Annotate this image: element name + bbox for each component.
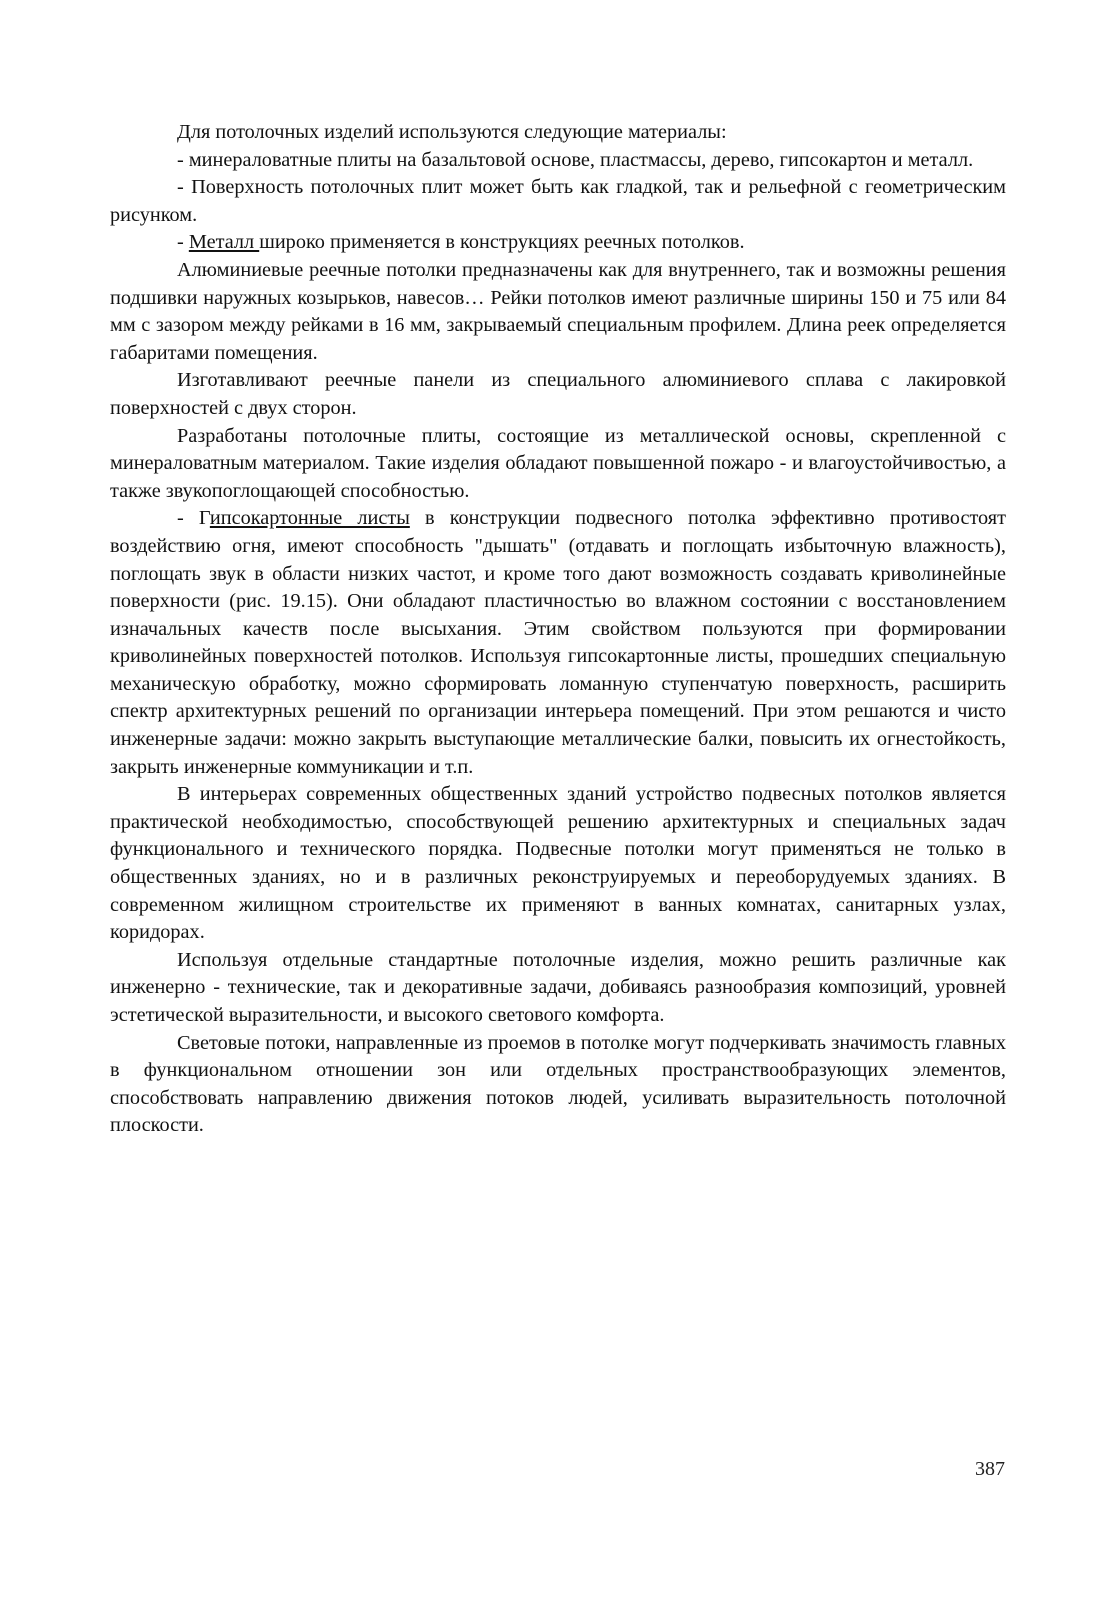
gypsum-lead: - Г [177, 507, 210, 530]
paragraph-gypsum-boards [110, 505, 1006, 781]
paragraph-aluminium-ceilings: Алюминиевые реечные потолки предназначены как для внутреннего, так и возможны решения подшивки наружных козырьков, навесов… Рейки потолков имеют различные ширины 150 и 75 или 84 мм с зазором между рейками в 16 мм, закрываемый специальным профилем. Длина реек определяется габаритами помещения. [110, 258, 1006, 364]
gypsum-text: в конструкции подвесного потолка эффективно противостоят воздействию огня, имеют способность "дышать" (отдавать и поглощать избыточную влажность), поглощать звук в области низких частот, и кроме того дают возможность создавать криволинейные поверхности (рис. 19.15). Они обладают пластичностью во влажном состоянии с восстановлением изначальных качеств после высыхания. Этим свойством пользуются при формировании криволинейных поверхностей потолков. Используя гипсокартонные листы, прошедших специальную механическую обработку, можно сформировать ломанную ступенчатую поверхность, расширить спектр архитектурных решений по организации интерьера помещений. При этом решаются и чисто инженерные задачи: можно закрыть выступающие металлические балки, повысить их огнестойкость, закрыть инженерные коммуникации и т.п. [110, 507, 1006, 778]
paragraph-materials-list: - минераловатные плиты на базальтовой основе, пластмассы, дерево, гипсокартон и металл. [177, 148, 974, 171]
paragraph-plate-surface: - Поверхность потолочных плит может быть как гладкой, так и рельефной с геометрическим рисунком. [110, 176, 1006, 226]
page-number: 387 [975, 1458, 1005, 1480]
metal-text: широко применяется в конструкциях реечных потолков. [259, 231, 745, 254]
page-body [110, 119, 1006, 1140]
paragraph-suspended-ceilings: В интерьерах современных общественных зданий устройство подвесных потолков является практической необходимостью, способствующей решению архитектурных и специальных задач функционального и технического порядка. Подвесные потолки могут применяться не только в общественных зданиях, но и в различных реконструируемых и переоборудуемых зданиях. В современном жилищном строительстве их применяют в ванных комнатах, санитарных узлах, коридорах. [110, 783, 1006, 944]
paragraph-metal-plates: Разработаны потолочные плиты, состоящие из металлической основы, скрепленной с минераловатным материалом. Такие изделия обладают повышенной пожаро - и влагоустойчивостью, а также звукопоглощающей способностью. [110, 424, 1006, 502]
paragraph-materials-intro: Для потолочных изделий используются следующие материалы: [177, 121, 727, 143]
metal-lead: - [177, 231, 189, 254]
paragraph-standard-products: Используя отдельные стандартные потолочные изделия, можно решить различные как инженерно - технические, так и декоративные задачи, добиваясь разнообразия композиций, уровней эстетической выразительности, и высокого светового комфорта. [110, 948, 1006, 1026]
metal-term: Металл [188, 231, 260, 254]
paragraph-rack-panels: Изготавливают реечные панели из специального алюминиевого сплава с лакировкой поверхностей с двух сторон. [110, 369, 1006, 419]
paragraph-light-flows: Световые потоки, направленные из проемов в потолке могут подчеркивать значимость главных в функциональном отношении зон или отдельных пространствообразующих элементов, способствовать направлению движения потоков людей, усиливать выразительность потолочной плоскости. [110, 1031, 1006, 1137]
paragraph-metal [110, 229, 1006, 257]
gypsum-term: ипсокартонные листы [209, 507, 410, 530]
